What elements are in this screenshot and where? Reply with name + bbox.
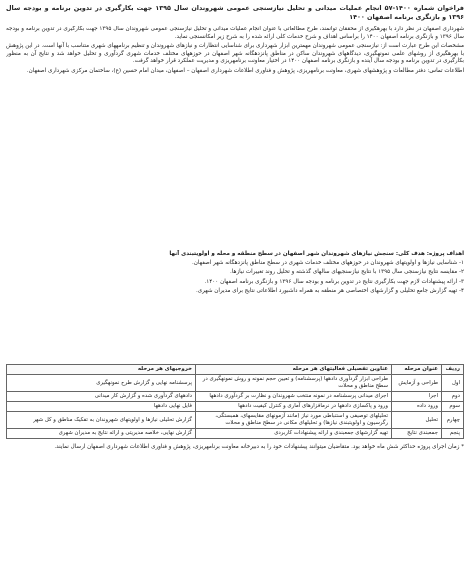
cell-phase: ورود داده — [392, 402, 442, 412]
cell-outputs: فایل نهایی دادهها — [7, 402, 196, 412]
cell-outputs: گزارش نهایی، خلاصه مدیریتی و ارائه نتایج به مدیران شهری — [7, 429, 196, 439]
cell-row-number: دوم — [442, 392, 464, 402]
table-header-row — [7, 365, 464, 375]
cell-row-number: سوم — [442, 402, 464, 412]
cell-tasks: تهیه گزارشهای جمعبندی و ارائه پیشنهادات کاربردی — [196, 429, 392, 439]
contact-paragraph: اطلاعات تماس: دفتر مطالعات و پژوهشهای شهری، معاونت برنامهریزی، پژوهش و فناوری اطلاعات شهرداری اصفهان – اصفهان، میدان امام حسین (ع)، ساختمان مرکزی شهرداری اصفهان. — [26, 67, 464, 74]
header-cell-outputs: خروجیهای هر مرحله — [7, 365, 196, 375]
header-cell-row-number: ردیف — [442, 365, 464, 375]
footnote: * زمان اجرای پروژه حداکثر شش ماه خواهد بود. متقاضیان میتوانند پیشنهادات خود را به دبیرخانه معاونت برنامهریزی، پژوهش و فناوری اطلاعات شهرداری اصفهان ارسال نمایند. — [54, 444, 464, 450]
goal-item: ۴- تهیه گزارش جامع تحلیلی و گزارشهای اختصاصی هر منطقه به همراه داشبورد اطلاعاتی نتایج برای مدیران شهری. — [196, 288, 464, 294]
cell-tasks: اجرای میدانی پرسشنامه در نمونه منتخب شهروندان و نظارت بر گردآوری دادهها — [196, 392, 392, 402]
cell-tasks: طراحی ابزار گردآوری دادهها (پرسشنامه) و تعیین حجم نمونه و روش نمونهگیری در سطح مناطق و محلات — [196, 375, 392, 392]
cell-phase: اجرا — [392, 392, 442, 402]
cell-outputs: گزارش تحلیلی نیازها و اولویتهای شهروندان به تفکیک مناطق و کل شهر — [7, 412, 196, 429]
intro-paragraph: مشخصات این طرح عبارت است از: نیازسنجی عمومی شهروندان مهمترین ابزار شهرداری برای شناسایی انتظارات و نیازهای شهروندان و تنظیم برنامههای شهری متناسب با آنها است. در این پژوهش با بهرهگیری از روشهای علمی نمونهگیری، دیدگاههای شهروندان ساکن در مناطق پانزدهگانه شهر اصفهان در حوزههای مختلف خدمات شهری گردآوری و تحلیل خواهد شد و نتایج آن به منظور بکارگیری در تدوین برنامه و بودجه سال آینده و بازنگری برنامه اصفهان ۱۴۰۰ در اختیار معاونت برنامهریزی و مدیریت عملکرد قرار خواهد گرفت. — [6, 43, 464, 64]
table-row — [7, 429, 464, 439]
goal-item: ۱- شناسایی نیازها و اولویتهای شهروندان در حوزههای مختلف خدمات شهری در سطح مناطق پانزدهگانه شهر اصفهان. — [192, 259, 464, 266]
cell-phase: طراحی و آزمایش — [392, 375, 442, 392]
cell-phase: تحلیل — [392, 412, 442, 429]
cell-row-number: پنجم — [442, 429, 464, 439]
cell-tasks: ورود و پاکسازی دادهها در نرمافزارهای آماری و کنترل کیفیت دادهها — [196, 402, 392, 412]
goal-item: ۲- مقایسه نتایج نیازسنجی سال ۱۳۹۵ با نتایج نیازسنجیهای سالهای گذشته و تحلیل روند تغییرات نیازها. — [230, 269, 464, 275]
goal-item: ۳- ارائه پیشنهادات لازم جهت بکارگیری نتایج در تدوین برنامه و بودجه سال ۱۳۹۶ و بازنگری برنامه اصفهان ۱۴۰۰. — [204, 278, 464, 285]
table-row — [7, 412, 464, 429]
table-row — [7, 402, 464, 412]
phases-table — [6, 364, 464, 439]
cell-tasks: تحلیلهای توصیفی و استنباطی مورد نیاز (مانند آزمونهای مقایسهای، همبستگی، رگرسیون و اولویتبندی نیازها) و تحلیلهای مکانی در سطح مناطق و محلات — [196, 412, 392, 429]
cell-phase: جمعبندی نتایج — [392, 429, 442, 439]
intro-section — [6, 26, 464, 250]
cell-outputs: پرسشنامه نهایی و گزارش طرح نمونهگیری — [7, 375, 196, 392]
cell-outputs: دادههای گردآوری شده و گزارش کار میدانی — [7, 392, 196, 402]
header-cell-phase: عنوان مرحله — [392, 365, 442, 375]
header-cell-tasks: عناوین تفصیلی فعالیتهای هر مرحله — [196, 365, 392, 375]
table-row — [7, 375, 464, 392]
cell-row-number: اول — [442, 375, 464, 392]
table-row — [7, 392, 464, 402]
document-page — [6, 4, 464, 572]
cell-row-number: چهارم — [442, 412, 464, 429]
page-title: فراخوان شماره ۱۴۰۰-۵۷ انجام عملیات میدانی و تحلیل نیازسنجی عمومی شهروندان سال ۱۳۹۵ جهت بکارگیری در تدوین برنامه و بودجه سال ۱۳۹۶ و بازنگری برنامه اصفهان ۱۴۰۰ — [6, 4, 464, 21]
intro-paragraph: شهرداری اصفهان در نظر دارد با بهرهگیری از محققان توانمند، طرح مطالعاتی با عنوان انجام عملیات میدانی و تحلیل نیازسنجی عمومی شهروندان سال ۱۳۹۵ جهت بکارگیری در تدوین برنامه و بودجه سال ۱۳۹۶ و بازنگری برنامه اصفهان ۱۴۰۰ را براساس اهداف و شرح خدمات کلی ارائه شده را به شرح زیر امکانسنجی نماید. — [6, 26, 464, 40]
goals-heading: اهداف پروژه: هدف کلی: سنجش نیازهای شهروندان شهر اصفهان در سطح منطقه و محله و اولویتبندی آنها — [169, 251, 464, 257]
goals-section — [6, 250, 464, 360]
